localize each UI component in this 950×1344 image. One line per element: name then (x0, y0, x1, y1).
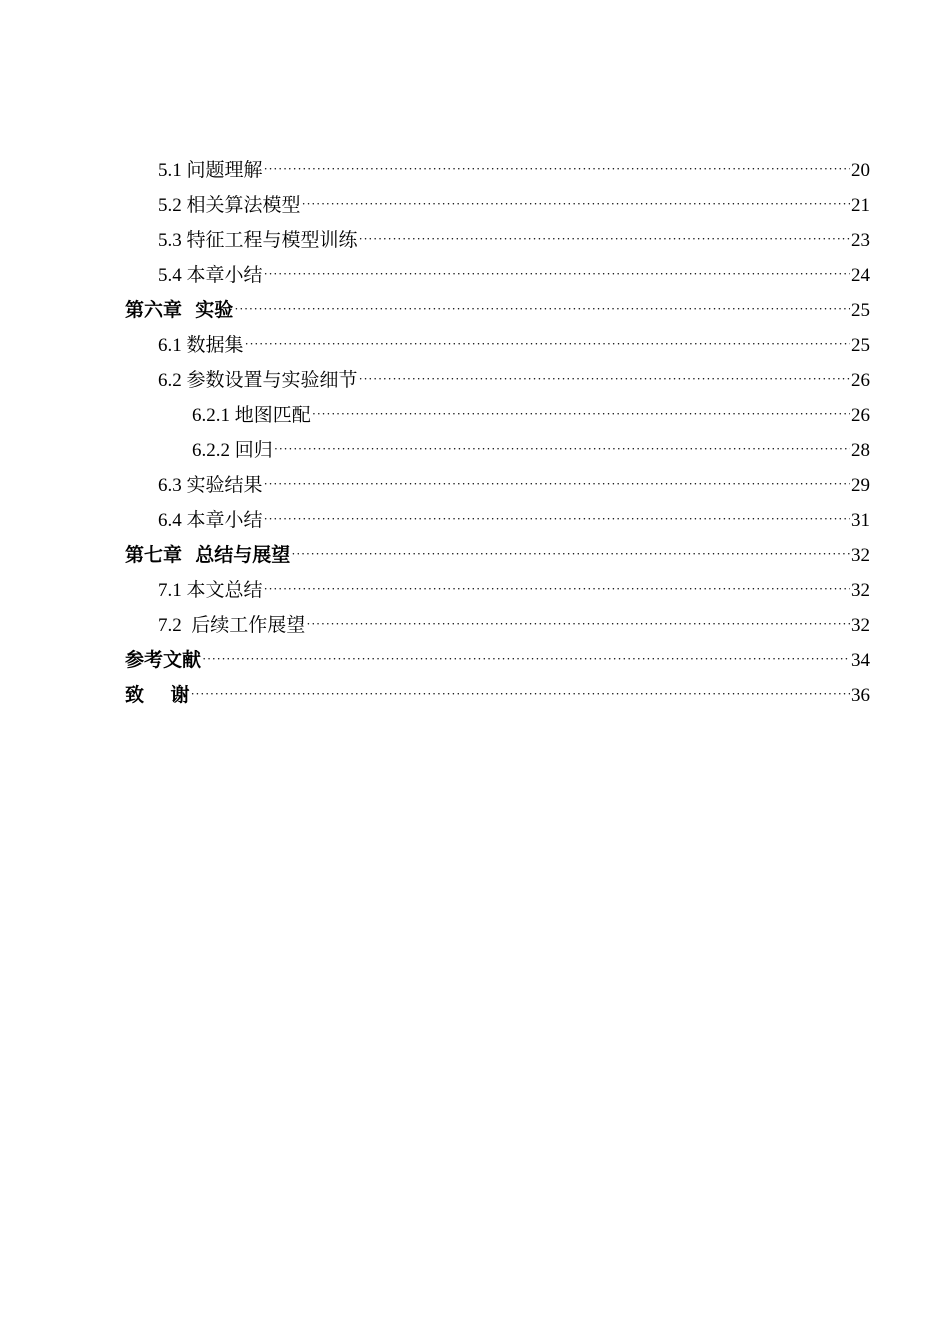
dot-leader (274, 431, 850, 466)
toc-entry-title: 5.4 本章小结 (158, 265, 263, 286)
dot-leader (264, 256, 850, 291)
toc-entry-page: 34 (851, 650, 870, 671)
toc-entry-title: 5.3 特征工程与模型训练 (158, 230, 358, 251)
dot-leader (264, 501, 850, 536)
toc-entry-6-3[interactable] (0, 468, 950, 503)
toc-entry-6-2-2[interactable] (0, 433, 950, 468)
dot-leader (291, 536, 850, 571)
dot-leader (264, 571, 850, 606)
toc-entry-5-4[interactable] (0, 258, 950, 293)
toc-entry-6-2[interactable] (0, 363, 950, 398)
toc-chapter-title: 参考文献 (125, 649, 202, 671)
toc-chapter-title: 致 谢 (125, 684, 190, 706)
toc-entry-page: 25 (851, 300, 870, 321)
toc-entry-page: 26 (851, 405, 870, 426)
toc-entry-title: 6.2.1 地图匹配 (192, 405, 311, 426)
toc-entry-5-3[interactable] (0, 223, 950, 258)
toc-entry-5-2[interactable] (0, 188, 950, 223)
toc-entry-title: 7.2 后续工作展望 (158, 615, 306, 636)
toc-entry-title: 7.1 本文总结 (158, 580, 263, 601)
dot-leader (302, 186, 850, 221)
toc-entry-title: 6.2 参数设置与实验细节 (158, 370, 358, 391)
toc-entry-6-4[interactable] (0, 503, 950, 538)
dot-leader (306, 606, 850, 641)
toc-entry-title: 5.1 问题理解 (158, 160, 263, 181)
toc-entry-page: 32 (851, 615, 870, 636)
toc-entry-page: 23 (851, 230, 870, 251)
toc-entry-page: 26 (851, 370, 870, 391)
toc-entry-page: 24 (851, 265, 870, 286)
dot-leader (202, 641, 850, 676)
toc-entry-page: 21 (851, 195, 870, 216)
toc-entry-title: 6.4 本章小结 (158, 510, 263, 531)
toc-entry-page: 31 (851, 510, 870, 531)
toc-entry-7-1[interactable] (0, 573, 950, 608)
dot-leader (190, 676, 850, 711)
toc-entry-chapter-6[interactable] (0, 293, 950, 328)
toc-entry-7-2[interactable] (0, 608, 950, 643)
dot-leader (264, 151, 850, 186)
toc-entry-page: 36 (851, 685, 870, 706)
toc-entry-title: 6.3 实验结果 (158, 475, 263, 496)
toc-entry-title: 5.2 相关算法模型 (158, 195, 301, 216)
toc-entry-acknowledgements[interactable] (0, 678, 950, 713)
toc-entry-page: 29 (851, 475, 870, 496)
dot-leader (264, 466, 850, 501)
toc-entry-title: 6.1 数据集 (158, 335, 244, 356)
toc-entry-page: 28 (851, 440, 870, 461)
toc-entry-6-2-1[interactable] (0, 398, 950, 433)
dot-leader (312, 396, 850, 431)
toc-entry-page: 20 (851, 160, 870, 181)
toc-entry-5-1[interactable] (0, 153, 950, 188)
dot-leader (359, 361, 850, 396)
toc-entry-6-1[interactable] (0, 328, 950, 363)
toc-chapter-title: 第六章 实验 (125, 299, 234, 321)
toc-entry-page: 32 (851, 545, 870, 566)
toc-chapter-title: 第七章 总结与展望 (125, 544, 291, 566)
dot-leader (359, 221, 850, 256)
dot-leader (245, 326, 850, 361)
toc-entry-chapter-7[interactable] (0, 538, 950, 573)
dot-leader (234, 291, 850, 326)
toc-entry-page: 32 (851, 580, 870, 601)
table-of-contents (0, 153, 950, 713)
toc-entry-page: 25 (851, 335, 870, 356)
toc-entry-title: 6.2.2 回归 (192, 440, 273, 461)
toc-entry-references[interactable] (0, 643, 950, 678)
